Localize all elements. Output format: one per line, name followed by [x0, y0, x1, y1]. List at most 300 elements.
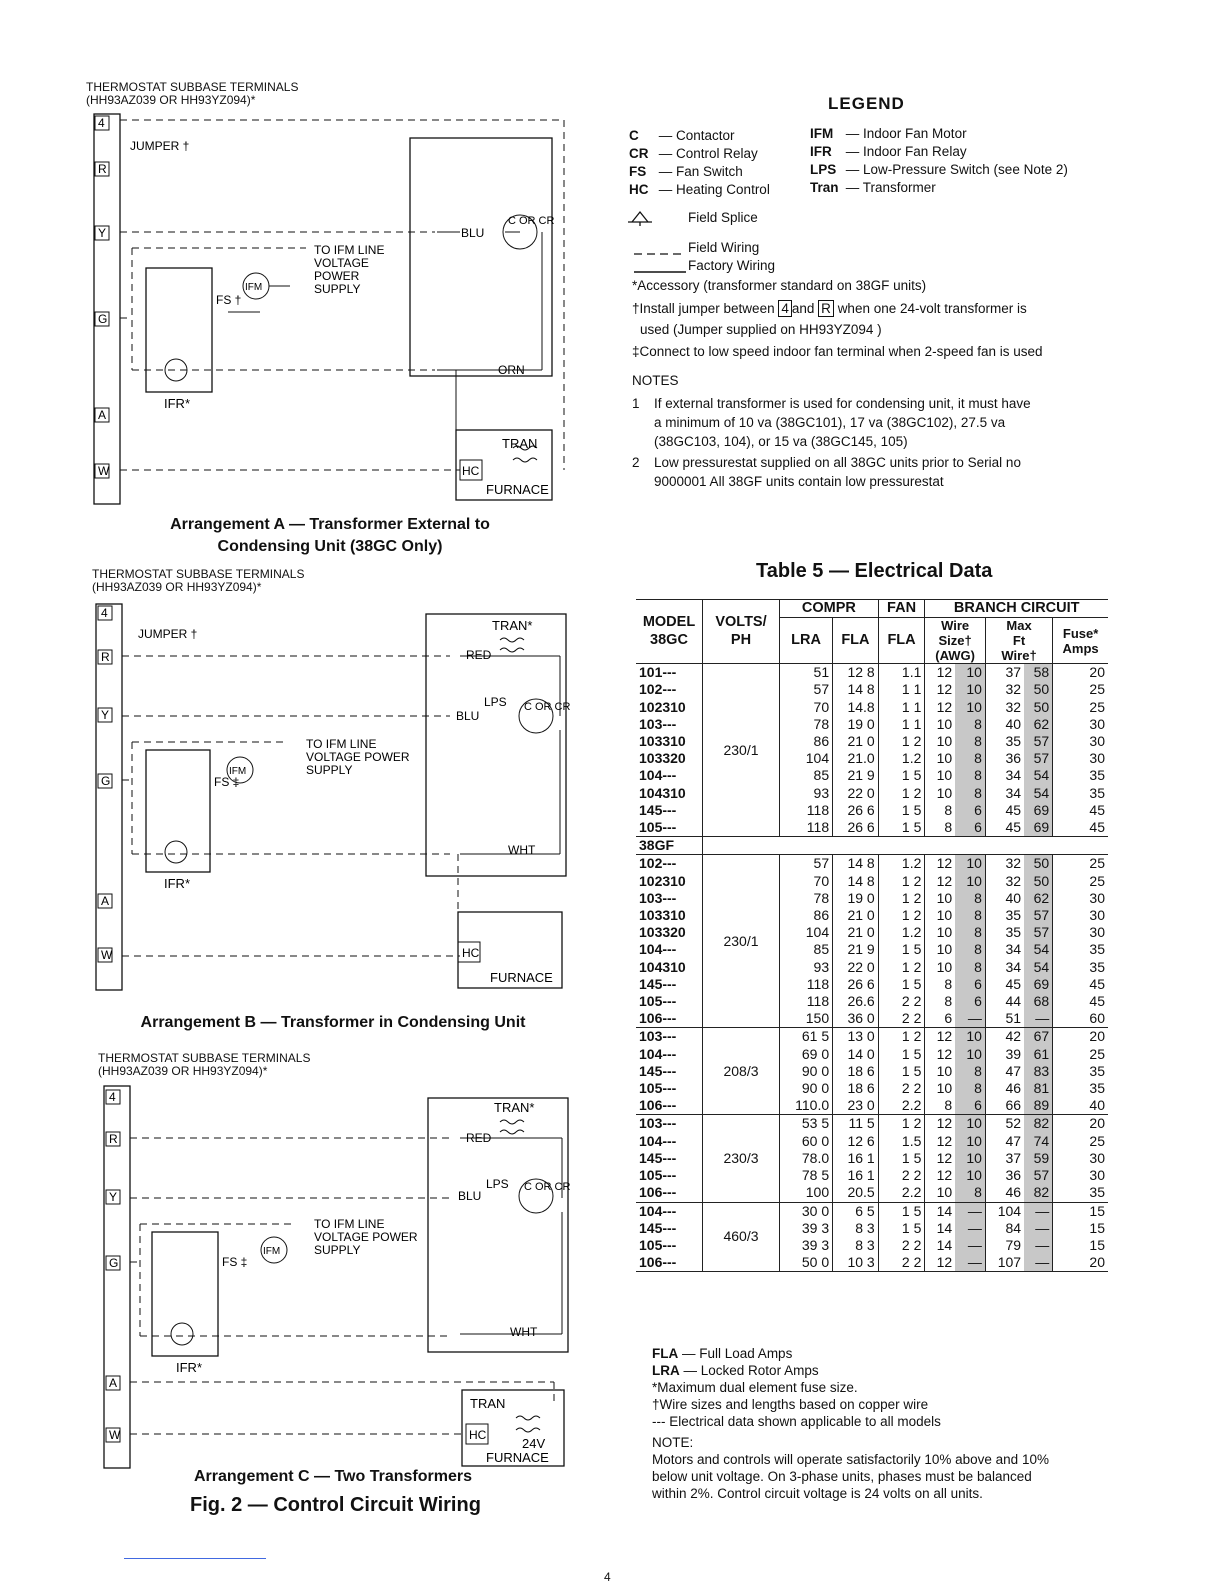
cell-max-ft-alt: —: [1024, 1220, 1053, 1237]
cell-wire-size: 10: [936, 1080, 953, 1097]
cell-max-ft: 104: [997, 1202, 1022, 1219]
cell-fla: 14 8: [833, 873, 879, 890]
cell-lra: 30 0: [780, 1202, 833, 1220]
cell-fla: 21 0: [833, 733, 879, 750]
arr-b-terminal-y: Y: [101, 708, 110, 722]
cell-lra: 150: [780, 1010, 833, 1028]
header-max: [985, 618, 1052, 664]
cell-max-ft-alt: 50: [1024, 855, 1053, 873]
cell-lra: 50 0: [780, 1254, 833, 1272]
legend-text: Low-Pressure Switch (see Note 2): [863, 162, 1068, 177]
arr-b-terminal-a: A: [101, 894, 110, 908]
arr-a-terminal-y: Y: [98, 226, 107, 240]
header-volts-line2: PH: [730, 631, 752, 648]
cell-lra: 110.0: [780, 1097, 833, 1115]
arr-c-terminal-a: A: [109, 1376, 118, 1390]
legend-title: LEGEND: [828, 94, 905, 113]
cell-fan-fla: 2 2: [878, 1167, 925, 1184]
legend-code: IFR: [810, 144, 832, 159]
arr-b-hc-label: HC: [462, 946, 480, 960]
arr-a-terminal-r: R: [98, 162, 107, 176]
cell-lra: 118: [780, 819, 833, 837]
cell-max-ft-alt: 82: [1024, 1184, 1053, 1202]
table-note-line1: Motors and controls will operate satisfactorily 10% above and 10%: [652, 1452, 1049, 1467]
cell-wire-size: 10: [936, 1184, 953, 1201]
cell-model: 103---: [636, 890, 703, 907]
jumper-note-terminal-4: 4: [778, 300, 792, 317]
cell-fan-fla: 1 5: [878, 767, 925, 784]
arr-c-terminal-r: R: [109, 1132, 118, 1146]
arr-c-tran-top-label: TRAN*: [494, 1100, 535, 1115]
cell-fuse: 45: [1089, 801, 1105, 818]
header-volts-line1: VOLTS/: [715, 614, 767, 631]
cell-max-ft: 84: [1005, 1219, 1022, 1236]
arrangement-b-diagram: [90, 600, 570, 992]
header-volts: [703, 600, 780, 664]
cell-max-ft-alt: 54: [1024, 785, 1053, 802]
cell-fan-fla: 1 5: [878, 819, 925, 837]
cell-max-ft: 37: [1005, 1149, 1022, 1166]
header-wire-line3: (AWG): [935, 648, 975, 664]
cell-model: 103---: [636, 1115, 703, 1133]
cell-fla: 18 6: [833, 1080, 879, 1097]
cell-wire-size-alt: 10: [955, 699, 985, 716]
cell-wire-size-alt: 8: [955, 785, 985, 802]
cell-lra: 93: [780, 959, 833, 976]
cell-fla: 36 0: [833, 1010, 879, 1028]
cell-fla: 10 3: [833, 1254, 879, 1272]
cell-lra: 90 0: [780, 1080, 833, 1097]
table-note-line3: within 2%. Control circuit voltage is 24 volts on all units.: [652, 1486, 983, 1501]
cell-wire-size: 12: [936, 1149, 953, 1166]
cell-fan-fla: 2 2: [878, 1254, 925, 1272]
arr-a-ifm-line4: SUPPLY: [314, 282, 361, 296]
cell-lra: 86: [780, 733, 833, 750]
cell-fan-fla: 1 5: [878, 941, 925, 958]
cell-model: 105---: [636, 1167, 703, 1184]
note-1: [632, 394, 1031, 451]
cell-max-ft: 32: [1005, 681, 1022, 698]
arr-b-header: [92, 568, 304, 594]
arr-c-ifm-line1: TO IFM LINE: [314, 1217, 385, 1231]
cell-fuse: 30: [1089, 907, 1105, 924]
cell-fuse: 20: [1089, 1254, 1105, 1271]
cell-max-ft-alt: 50: [1024, 681, 1053, 698]
cell-wire-size-alt: 10: [955, 1028, 985, 1046]
header-fuse-line2: Amps: [1062, 640, 1099, 656]
arr-b-contactor: C OR CR: [524, 701, 570, 713]
cell-lra: 118: [780, 802, 833, 819]
cell-fan-fla: 2 2: [878, 993, 925, 1010]
cell-wire-size: 8: [944, 819, 953, 836]
cell-wire-size-alt: 10: [955, 1133, 985, 1150]
cell-fla: 26 6: [833, 802, 879, 819]
cell-wire-size: 12: [936, 664, 953, 681]
cell-model: 103310: [636, 907, 703, 924]
arr-a-ifm-line1: TO IFM LINE: [314, 243, 385, 257]
arr-c-furnace-label: FURNACE: [486, 1450, 549, 1465]
model-note: --- Electrical data shown applicable to all models: [652, 1414, 941, 1429]
cell-fan-fla: 2.2: [878, 1184, 925, 1202]
arr-a-terminal-4: 4: [98, 116, 105, 130]
cell-model: 103310: [636, 733, 703, 750]
note-1-line3: (38GC103, 104), or 15 va (38GC145, 105): [654, 434, 908, 449]
arr-b-jumper-label: JUMPER †: [138, 627, 198, 641]
cell-max-ft-alt: 69: [1024, 802, 1053, 819]
cell-wire-size: 12: [936, 698, 953, 715]
cell-wire-size-alt: 10: [955, 681, 985, 698]
footnote-fla: [652, 1345, 1049, 1362]
cell-model: 106---: [636, 1184, 703, 1202]
cell-fuse: 25: [1089, 1045, 1105, 1062]
cell-max-ft: 34: [1005, 941, 1022, 958]
arr-b-ifm-motor: IFM: [229, 766, 247, 777]
cell-fan-fla: 1 5: [878, 1220, 925, 1237]
cell-max-ft: 40: [1005, 889, 1022, 906]
cell-fla: 14 0: [833, 1046, 879, 1063]
connect-note: ‡Connect to low speed indoor fan terminal when 2-speed fan is used: [632, 344, 1043, 359]
cell-wire-size-alt: 6: [955, 976, 985, 993]
cell-fuse: 35: [1089, 958, 1105, 975]
cell-fuse: 25: [1089, 681, 1105, 698]
cell-model: 145---: [636, 1063, 703, 1080]
cell-wire-size: 10: [936, 715, 953, 732]
cell-fan-fla: 1.5: [878, 1133, 925, 1150]
arr-c-terminal-y: Y: [109, 1190, 118, 1204]
header-compr: COMPR: [780, 600, 879, 618]
legend-code: CR: [629, 146, 649, 161]
cell-fla: 26.6: [833, 993, 879, 1010]
jumper-note-b: when one 24-volt transformer is: [837, 301, 1027, 316]
cell-fla: 21 9: [833, 767, 879, 784]
table-note-title: NOTE:: [652, 1435, 694, 1450]
cell-wire-size-alt: 6: [955, 802, 985, 819]
notes-title: NOTES: [632, 373, 679, 388]
legend-item: Tran — Transformer: [810, 180, 936, 195]
table-note-line2: below unit voltage. On 3-phase units, phases must be balanced: [652, 1469, 1032, 1484]
cell-lra: 90 0: [780, 1063, 833, 1080]
cell-fan-fla: 1 2: [878, 890, 925, 907]
arr-c-header: [98, 1052, 310, 1078]
cell-model: 104---: [636, 1046, 703, 1063]
cell-model: 104310: [636, 959, 703, 976]
cell-model: 102---: [636, 855, 703, 873]
cell-max-ft: 32: [1005, 855, 1022, 872]
legend-left-list: [629, 127, 770, 199]
cell-wire-size: 12: [936, 872, 953, 889]
cell-wire-size-alt: 8: [955, 890, 985, 907]
cell-fan-fla: 1 2: [878, 907, 925, 924]
cell-max-ft: 107: [997, 1254, 1022, 1271]
arr-c-lps-label: LPS: [486, 1177, 509, 1191]
cell-max-ft: 35: [1005, 907, 1022, 924]
header-branch: BRANCH CIRCUIT: [925, 600, 1108, 618]
cell-model: 106---: [636, 1010, 703, 1028]
cell-fan-fla: 2 2: [878, 1080, 925, 1097]
header-model-line2: 38GC: [650, 631, 688, 648]
cell-lra: 53 5: [780, 1115, 833, 1133]
cell-max-ft-alt: 89: [1024, 1097, 1053, 1115]
header-fuse-line1: Fuse*: [1062, 625, 1099, 641]
cell-fuse: 25: [1089, 1132, 1105, 1149]
arr-b-lps-label: LPS: [484, 695, 507, 709]
arrangement-a-diagram: [80, 108, 580, 508]
table-footnotes: [652, 1345, 1049, 1502]
legend-code: IFM: [810, 126, 834, 141]
cell-fan-fla: 1 2: [878, 785, 925, 802]
cell-wire-size: 14: [936, 1202, 953, 1219]
notes-list: [632, 394, 1031, 491]
arr-a-furnace-label: FURNACE: [486, 482, 549, 497]
arr-b-header-line2: (HH93AZ039 OR HH93YZ094)*: [92, 580, 262, 594]
cell-max-ft: 79: [1005, 1236, 1022, 1253]
cell-wire-size-alt: 10: [955, 1167, 985, 1184]
cell-max-ft: 40: [1005, 715, 1022, 732]
cell-wire-size: 8: [944, 993, 953, 1010]
arr-a-header-line2: (HH93AZ039 OR HH93YZ094)*: [86, 93, 256, 107]
cell-model: 103320: [636, 750, 703, 767]
arr-c-terminal-4: 4: [109, 1090, 116, 1104]
cell-max-ft: 42: [1005, 1028, 1022, 1045]
cell-fan-fla: 1 5: [878, 1063, 925, 1080]
cell-max-ft: 52: [1005, 1115, 1022, 1132]
cell-fla: 8 3: [833, 1237, 879, 1254]
legend-text: Transformer: [862, 180, 936, 195]
cell-lra: 93: [780, 785, 833, 802]
cell-lra: 51: [780, 664, 833, 682]
cell-model: 103---: [636, 1028, 703, 1046]
arr-a-terminal-g: G: [98, 312, 108, 326]
cell-max-ft: 44: [1005, 993, 1022, 1010]
cell-fla: 26 6: [833, 819, 879, 837]
subheader-38gf-label: 38GF: [636, 837, 703, 855]
table-row: [636, 1115, 1108, 1133]
cell-model: 104310: [636, 785, 703, 802]
arr-c-hc-label: HC: [469, 1428, 487, 1442]
cell-model: 105---: [636, 1080, 703, 1097]
cell-max-ft: 47: [1005, 1132, 1022, 1149]
note-1-line2: a minimum of 10 va (38GC101), 17 va (38GC102), 27.5 va: [654, 415, 1006, 430]
cell-wire-size: 10: [936, 767, 953, 784]
cell-lra: 78.0: [780, 1150, 833, 1167]
cell-wire-size-alt: 10: [955, 873, 985, 890]
cell-wire-size-alt: 8: [955, 733, 985, 750]
cell-volts: 460/3: [703, 1202, 780, 1272]
cell-max-ft: 51: [1005, 1010, 1022, 1027]
arr-c-ifm-line2: VOLTAGE POWER: [314, 1230, 418, 1244]
cell-max-ft-alt: 82: [1024, 1115, 1053, 1133]
cell-max-ft: 46: [1005, 1080, 1022, 1097]
cell-lra: 86: [780, 907, 833, 924]
cell-wire-size: 10: [936, 907, 953, 924]
cell-wire-size-alt: —: [955, 1010, 985, 1028]
arr-b-terminal-g: G: [101, 774, 111, 788]
cell-max-ft: 34: [1005, 784, 1022, 801]
cell-max-ft: 39: [1005, 1045, 1022, 1062]
cell-fla: 21.0: [833, 750, 879, 767]
cell-wire-size-alt: 10: [955, 1150, 985, 1167]
cell-max-ft: 45: [1005, 975, 1022, 992]
note-2-line2: 9000001 All 38GF units contain low pressurestat: [654, 474, 944, 489]
cell-lra: 104: [780, 924, 833, 941]
footnote-fla-text: — Full Load Amps: [682, 1346, 793, 1361]
cell-lra: 104: [780, 750, 833, 767]
arr-b-tran-label: TRAN*: [492, 618, 533, 633]
arrangement-c-diagram: [96, 1082, 576, 1470]
cell-fuse: 35: [1089, 941, 1105, 958]
cell-fan-fla: 1 2: [878, 873, 925, 890]
cell-wire-size-alt: 8: [955, 767, 985, 784]
cell-fuse: 25: [1089, 855, 1105, 872]
cell-max-ft-alt: —: [1024, 1010, 1053, 1028]
cell-fla: 26 6: [833, 976, 879, 993]
legend-field-wiring: Field Wiring: [688, 240, 760, 255]
legend-item: IFM — Indoor Fan Motor: [810, 126, 967, 141]
cell-model: 106---: [636, 1097, 703, 1115]
cell-max-ft-alt: 54: [1024, 941, 1053, 958]
cell-fan-fla: 1 2: [878, 1028, 925, 1046]
cell-model: 103---: [636, 716, 703, 733]
cell-fan-fla: 2 2: [878, 1010, 925, 1028]
cell-wire-size: 12: [936, 855, 953, 872]
cell-max-ft-alt: 81: [1024, 1080, 1053, 1097]
page-number: 4: [604, 1570, 611, 1584]
legend-text: Heating Control: [676, 182, 770, 197]
cell-fuse: 20: [1089, 1115, 1105, 1132]
cell-wire-size: 12: [936, 1115, 953, 1132]
cell-lra: 100: [780, 1184, 833, 1202]
cell-max-ft-alt: 58: [1024, 664, 1053, 682]
arr-b-ifm-line3: SUPPLY: [306, 763, 353, 777]
legend-text: Control Relay: [676, 146, 758, 161]
legend-item: C — Contactor: [629, 128, 735, 143]
cell-lra: 57: [780, 855, 833, 873]
cell-wire-size: 10: [936, 889, 953, 906]
cell-max-ft: 45: [1005, 801, 1022, 818]
accessory-note: *Accessory (transformer standard on 38GF units): [632, 278, 927, 293]
jumper-note-c: used (Jumper supplied on HH93YZ094 ): [640, 322, 882, 337]
cell-fuse: 30: [1089, 889, 1105, 906]
cell-wire-size-alt: 8: [955, 959, 985, 976]
legend-text: Indoor Fan Motor: [863, 126, 967, 141]
cell-fan-fla: 1 2: [878, 1115, 925, 1133]
jumper-note-terminal-r: R: [818, 300, 834, 317]
arr-b-terminal-w: W: [101, 948, 113, 962]
cell-model: 102310: [636, 873, 703, 890]
cell-max-ft: 35: [1005, 733, 1022, 750]
cell-max-ft-alt: 69: [1024, 976, 1053, 993]
arr-a-terminal-w: W: [98, 464, 110, 478]
note-1-number: 1: [632, 396, 640, 411]
cell-max-ft-alt: 59: [1024, 1150, 1053, 1167]
cell-lra: 70: [780, 873, 833, 890]
arr-b-furnace-label: FURNACE: [490, 970, 553, 985]
cell-wire-size-alt: 6: [955, 993, 985, 1010]
legend-item: FS — Fan Switch: [629, 164, 743, 179]
arr-c-ifr-label: IFR*: [176, 1360, 202, 1375]
cell-wire-size-alt: 10: [955, 664, 985, 682]
header-wire-line1: Wire: [941, 618, 970, 634]
arr-c-caption: Arrangement C — Two Transformers: [194, 1468, 472, 1485]
cell-fuse: 35: [1089, 1080, 1105, 1097]
legend-item: LPS — Low-Pressure Switch (see Note 2): [810, 162, 1068, 177]
cell-fuse: 35: [1089, 767, 1105, 784]
cell-max-ft: 46: [1005, 1184, 1022, 1201]
cell-fan-fla: 2 2: [878, 1237, 925, 1254]
legend-item: HC — Heating Control: [629, 182, 770, 197]
cell-fla: 13 0: [833, 1028, 879, 1046]
cell-fuse: 30: [1089, 733, 1105, 750]
cell-fla: 16 1: [833, 1150, 879, 1167]
cell-wire-size: 12: [936, 1028, 953, 1045]
arr-c-blu-label: BLU: [458, 1189, 482, 1203]
cell-model: 145---: [636, 1150, 703, 1167]
arr-a-orn-label: ORN: [498, 363, 525, 377]
legend-code: LPS: [810, 162, 837, 177]
cell-lra: 78: [780, 890, 833, 907]
cell-fan-fla: 1.1: [878, 664, 925, 682]
arr-b-ifm-line2: VOLTAGE POWER: [306, 750, 410, 764]
legend-code: C: [629, 128, 639, 143]
cell-wire-size-alt: —: [955, 1220, 985, 1237]
cell-wire-size: 14: [936, 1236, 953, 1253]
header-fuse: [1053, 618, 1108, 664]
arr-c-header-line2: (HH93AZ039 OR HH93YZ094)*: [98, 1064, 268, 1078]
cell-fuse: 15: [1089, 1202, 1105, 1219]
cell-max-ft: 37: [1005, 664, 1022, 681]
cell-fan-fla: 1 1: [878, 699, 925, 716]
wire-note: †Wire sizes and lengths based on copper wire: [652, 1397, 929, 1412]
cell-wire-size-alt: 8: [955, 716, 985, 733]
legend-item: CR — Control Relay: [629, 146, 758, 161]
arr-a-jumper-label: JUMPER †: [130, 139, 190, 153]
cell-fan-fla: 2.2: [878, 1097, 925, 1115]
cell-fuse: 20: [1089, 1028, 1105, 1045]
cell-wire-size-alt: 10: [955, 1115, 985, 1133]
cell-wire-size-alt: 8: [955, 750, 985, 767]
cell-fla: 12 8: [833, 664, 879, 682]
cell-fuse: 30: [1089, 750, 1105, 767]
cell-max-ft: 32: [1005, 872, 1022, 889]
cell-max-ft-alt: 62: [1024, 716, 1053, 733]
cell-max-ft-alt: 57: [1024, 1167, 1053, 1184]
cell-lra: 61 5: [780, 1028, 833, 1046]
cell-model: 103320: [636, 924, 703, 941]
legend-symbols: [624, 208, 694, 278]
cell-lra: 70: [780, 699, 833, 716]
legend-item: IFR — Indoor Fan Relay: [810, 144, 967, 159]
cell-wire-size-alt: 8: [955, 1063, 985, 1080]
jumper-note-and: and: [791, 301, 815, 316]
arr-a-caption: [120, 516, 540, 556]
arr-b-red-label: RED: [466, 648, 492, 662]
cell-model: 101---: [636, 664, 703, 682]
cell-fla: 11 5: [833, 1115, 879, 1133]
cell-wire-size: 12: [936, 1167, 953, 1184]
header-wire-line2: Size†: [938, 633, 972, 649]
cell-fla: 14 8: [833, 681, 879, 698]
cell-lra: 39 3: [780, 1237, 833, 1254]
table-subheader-38gf: [636, 837, 1108, 855]
cell-max-ft: 32: [1005, 698, 1022, 715]
cell-fuse: 25: [1089, 698, 1105, 715]
arr-b-ifm-line1: TO IFM LINE: [306, 737, 377, 751]
cell-fla: 19 0: [833, 890, 879, 907]
cell-max-ft-alt: —: [1024, 1202, 1053, 1220]
cell-fan-fla: 1.2: [878, 855, 925, 873]
cell-lra: 85: [780, 941, 833, 958]
cell-model: 105---: [636, 993, 703, 1010]
